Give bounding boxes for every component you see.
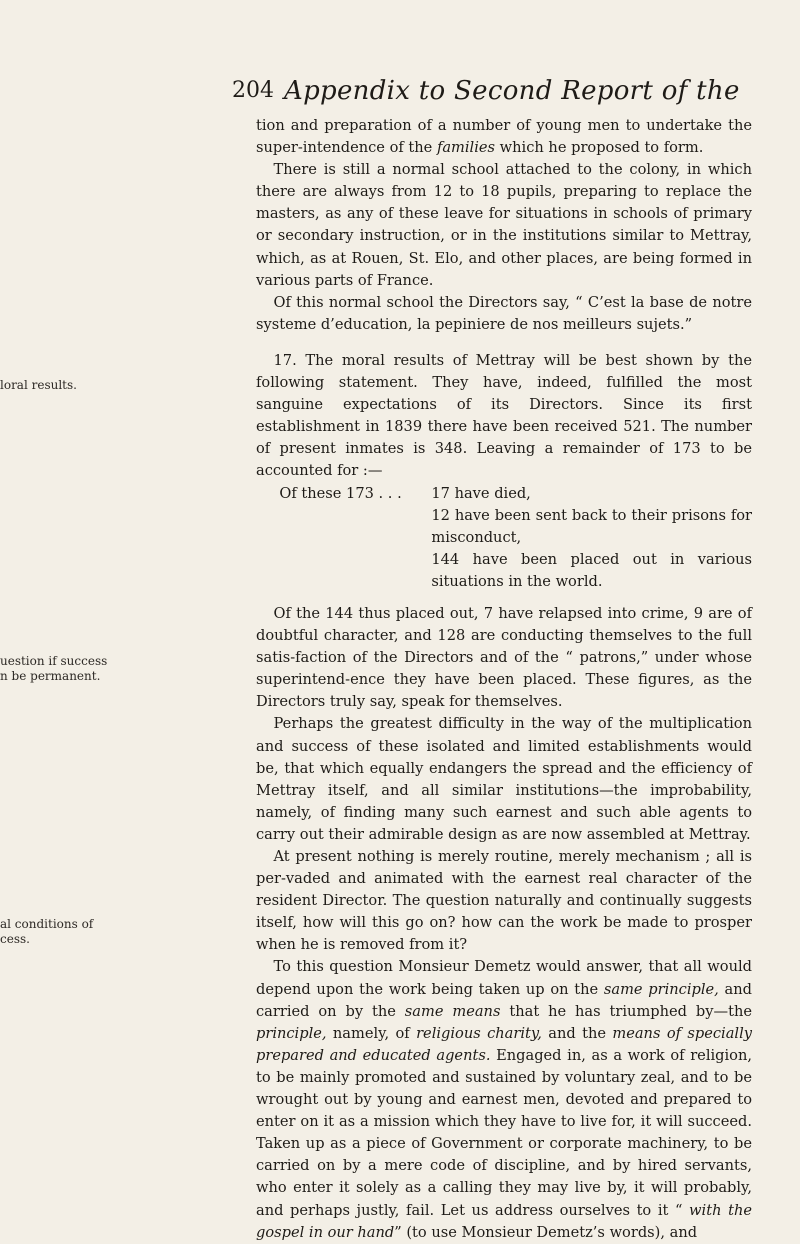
paragraph-8-text: To this question Monsieur Demetz would answer, that all would depend upon the work being taken up on the — [256, 958, 752, 998]
paragraph-8-text: that he has triumphed by—the — [500, 1002, 752, 1020]
paragraph-5: Of the 144 thus placed out, 7 have relapsed into crime, 9 are of doubtful character, and 128 are conducting themselves to the full satis-faction of the Directors and of the “ patrons,” under whose superintend-ence they have been placed. These figures, as the Directors truly say, speak for themselves. — [256, 604, 752, 711]
paragraph-8-text: ” (to use Monsieur Demetz’s words), and — [394, 1223, 698, 1241]
paragraph-1 — [256, 115, 752, 159]
paragraph-8-emphasis: same principle, — [603, 980, 719, 998]
list-item — [279, 549, 752, 593]
list-item — [279, 483, 752, 505]
list-item-text: 12 have been sent back to their prisons for misconduct, — [431, 506, 752, 546]
paragraph-8-emphasis: means of specially prepared and educated agents. — [256, 1024, 753, 1064]
paragraph-8 — [256, 956, 752, 1243]
list-item-text: 144 have been placed out in various situations in the world. — [431, 550, 752, 590]
paragraph-8-text: namely, of — [326, 1024, 417, 1042]
paragraph-4: 17. The moral results of Mettray will be best shown by the following statement. They have, indeed, fulfilled the most sanguine expectations of its Directors. Since its first establishment in 1839 there have been received 521. The number of present inmates is 348. Leaving a remainder of 173 to be accounted for :— — [256, 351, 752, 480]
paragraph-8-emphasis: principle, — [256, 1024, 327, 1042]
list-lead: Of these 173 . . . — [279, 484, 402, 502]
paragraph-2: There is still a normal school attached to the colony, in which there are always from 12 to 18 pupils, preparing to replace the masters, as any of these leave for situations in schools of primary or secondary instruction, or in the institutions similar to Mettray, which, as at Rouen, St. Elo, and other places, are being formed in various parts of France. — [256, 161, 752, 289]
running-title: Appendix to Second Report of the — [284, 76, 740, 106]
paragraph-6: Perhaps the greatest difficulty in the way of the multiplication and success of these isolated and limited establishments would be, that which equally endangers the spread and the efficiency of Mettray itself, and all similar institutions—the improbability, namely, of finding many such earnest and such able agents to carry out their admirable design as are now assembled at Mettray. — [256, 715, 752, 843]
page-number: 204 — [232, 78, 274, 103]
paragraph-1-text: tion and preparation of a number of young men to undertake the super-intendence of the — [256, 117, 752, 157]
margin-note-conditions-success: al conditions of cess. — [0, 917, 94, 946]
inmates-list — [279, 483, 752, 593]
paragraph-7: At present nothing is merely routine, merely mechanism ; all is per-vaded and animated with the earnest real character of the resident Director. The question naturally and continually suggests itself, how will this go on? how can the work be made to prosper when he is removed from it? — [256, 848, 752, 954]
body-text — [256, 115, 752, 1244]
page-header — [0, 78, 800, 118]
list-item — [279, 505, 752, 549]
margin-note-moral-results: loral results. — [0, 378, 77, 392]
paragraph-8-emphasis: religious charity, — [416, 1024, 542, 1042]
paragraph-8-emphasis: with the gospel in our hand — [256, 1201, 752, 1241]
paragraph-8-text: and carried on by the — [256, 980, 752, 1020]
paragraph-8-emphasis: same means — [404, 1002, 501, 1020]
paragraph-1-end: which he proposed to form. — [495, 139, 704, 157]
paragraph-1-emphasis: families — [436, 139, 496, 157]
list-item-text: 17 have died, — [431, 484, 531, 502]
paragraph-8-text: Engaged in, as a work of religion, to be mainly promoted and sustained by voluntary zeal, and to be wrought out by young and earnest men, devoted and prepared to enter on it as a mission which they have to live for, it will succeed. Taken up as a piece of Government or corporate machinery, to be carried on by a mere code of discipline, and by hired servants, who enter it solely as a calling they may live by, it will probably, and perhaps justly, fail. Let us address ourselves to it “ — [256, 1046, 752, 1219]
margin-note-question-success: uestion if success n be permanent. — [0, 654, 108, 683]
paragraph-8-text: and the — [541, 1024, 613, 1042]
paragraph-3: Of this normal school the Directors say, “ C’est la base de notre systeme d’education, la pepiniere de nos meilleurs sujets.” — [256, 293, 752, 333]
